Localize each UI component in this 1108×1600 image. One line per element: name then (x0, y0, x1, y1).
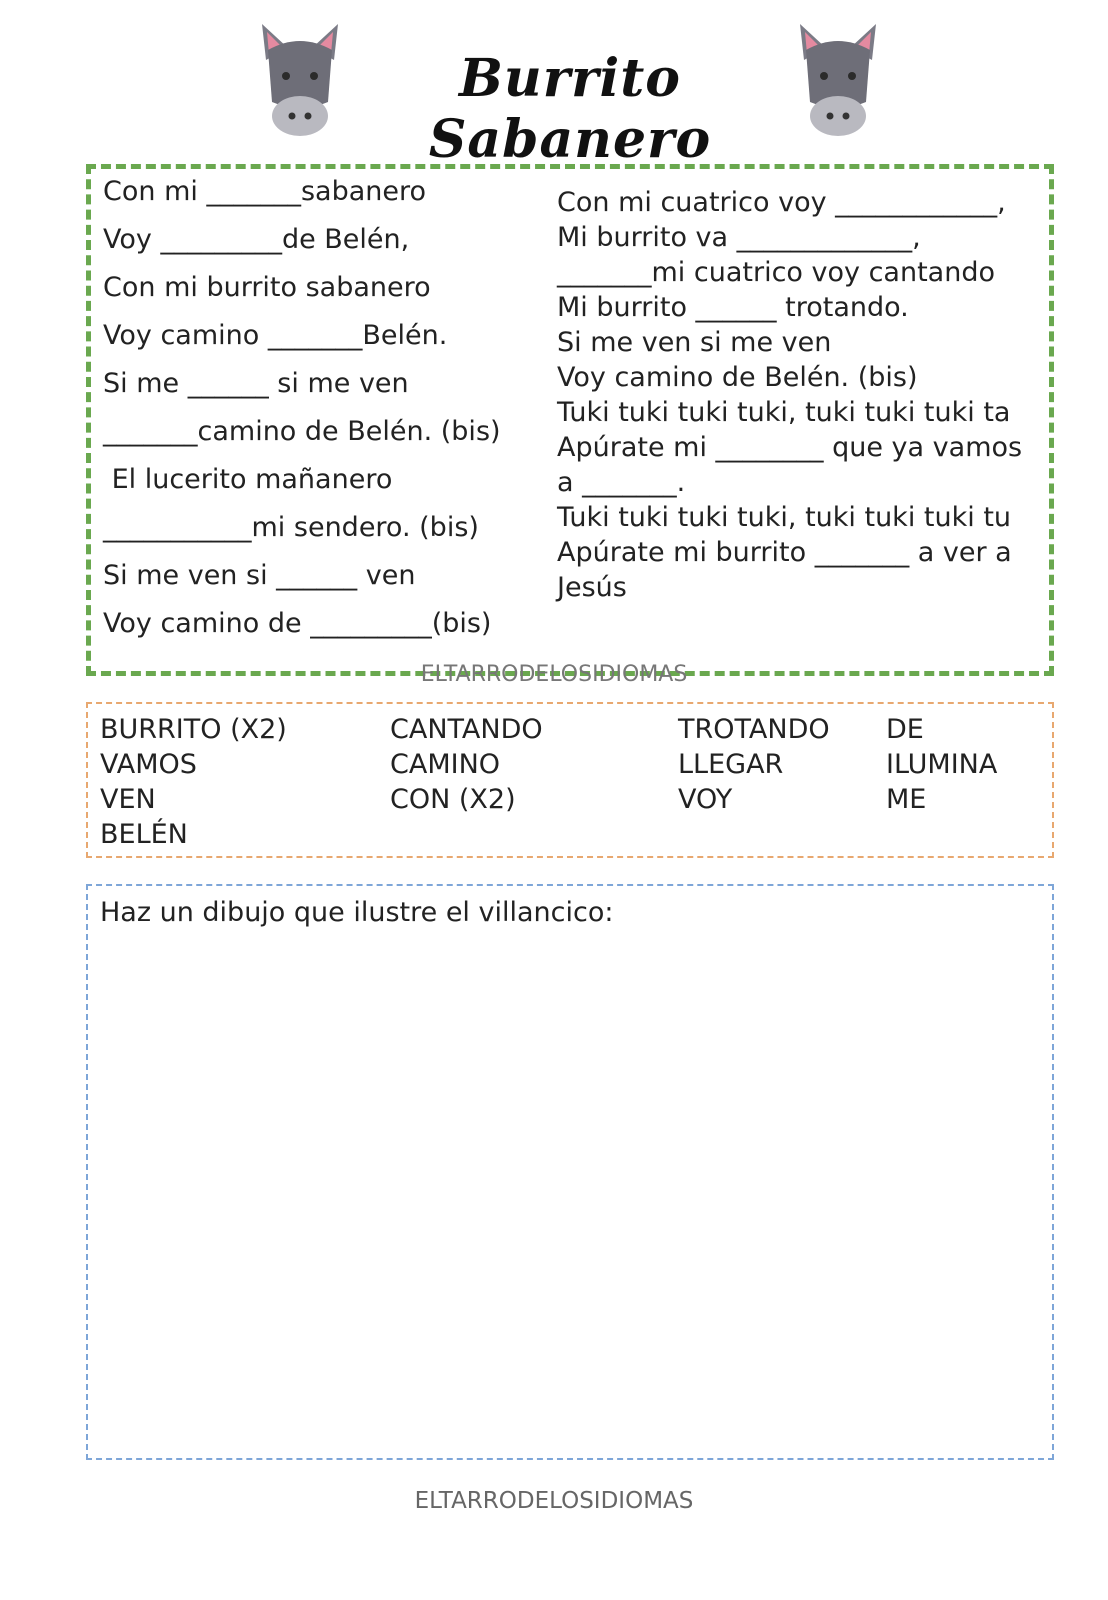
lyric-line: Jesús (557, 572, 627, 603)
lyric-line: _______camino de Belén. (bis) (103, 416, 501, 447)
lyric-line: Tuki tuki tuki tuki, tuki tuki tuki tu (557, 502, 1012, 533)
word-bank-item: TROTANDO (678, 714, 830, 745)
word-bank-column (886, 712, 997, 817)
lyric-line: Si me ______ si me ven (103, 368, 409, 399)
drawing-prompt: Haz un dibujo que ilustre el villancico: (100, 897, 614, 928)
lyric-line: _______mi cuatrico voy cantando (557, 257, 995, 288)
lyric-line: Apúrate mi burrito _______ a ver a (557, 537, 1012, 568)
word-bank-item: ILUMINA (886, 749, 998, 780)
lyric-line: Voy camino de Belén. (bis) (557, 362, 918, 393)
word-bank-item: BELÉN (100, 819, 188, 850)
lyric-line: Mi burrito ______ trotando. (557, 292, 909, 323)
lyric-line: Con mi burrito sabanero (103, 272, 431, 303)
word-bank-item: ME (886, 784, 927, 815)
lyric-line: El lucerito mañanero (103, 464, 393, 495)
lyric-line: Con mi _______sabanero (103, 176, 426, 207)
drawing-area[interactable] (86, 884, 1054, 1460)
word-bank-item: DE (886, 714, 924, 745)
word-bank-item: BURRITO (X2) (100, 714, 287, 745)
lyric-line: ___________mi sendero. (bis) (103, 512, 479, 543)
donkey-icon (248, 18, 352, 140)
lyric-line: Si me ven si me ven (557, 327, 832, 358)
lyric-line: Mi burrito va _____________, (557, 222, 921, 253)
word-bank-item: CAMINO (390, 749, 501, 780)
word-bank-column (100, 712, 287, 852)
watermark: ELTARRODELOSIDIOMAS (414, 1488, 694, 1514)
lyric-line: Voy camino _______Belén. (103, 320, 448, 351)
word-bank-item: CON (X2) (390, 784, 516, 815)
watermark: ELTARRODELOSIDIOMAS (420, 662, 688, 687)
donkey-icon (786, 18, 890, 140)
lyric-line: Tuki tuki tuki tuki, tuki tuki tuki ta (557, 397, 1011, 428)
word-bank-item: VEN (100, 784, 156, 815)
page-title: Burrito Sabanero (428, 48, 712, 170)
lyrics-left-column (103, 173, 543, 653)
lyric-line: Voy camino de _________(bis) (103, 608, 492, 639)
lyric-line: Apúrate mi ________ que ya vamos (557, 432, 1023, 463)
word-bank-item: VAMOS (100, 749, 197, 780)
lyrics-right-column (557, 185, 1047, 605)
word-bank-item: VOY (678, 784, 733, 815)
lyrics-box (86, 164, 1054, 676)
lyric-line: a _______. (557, 467, 686, 498)
lyric-line: Con mi cuatrico voy ____________, (557, 187, 1006, 218)
word-bank-item: CANTANDO (390, 714, 543, 745)
word-bank-column (678, 712, 830, 817)
word-bank (86, 702, 1054, 858)
lyric-line: Voy _________de Belén, (103, 224, 410, 255)
word-bank-column (390, 712, 543, 817)
word-bank-item: LLEGAR (678, 749, 784, 780)
lyric-line: Si me ven si ______ ven (103, 560, 416, 591)
